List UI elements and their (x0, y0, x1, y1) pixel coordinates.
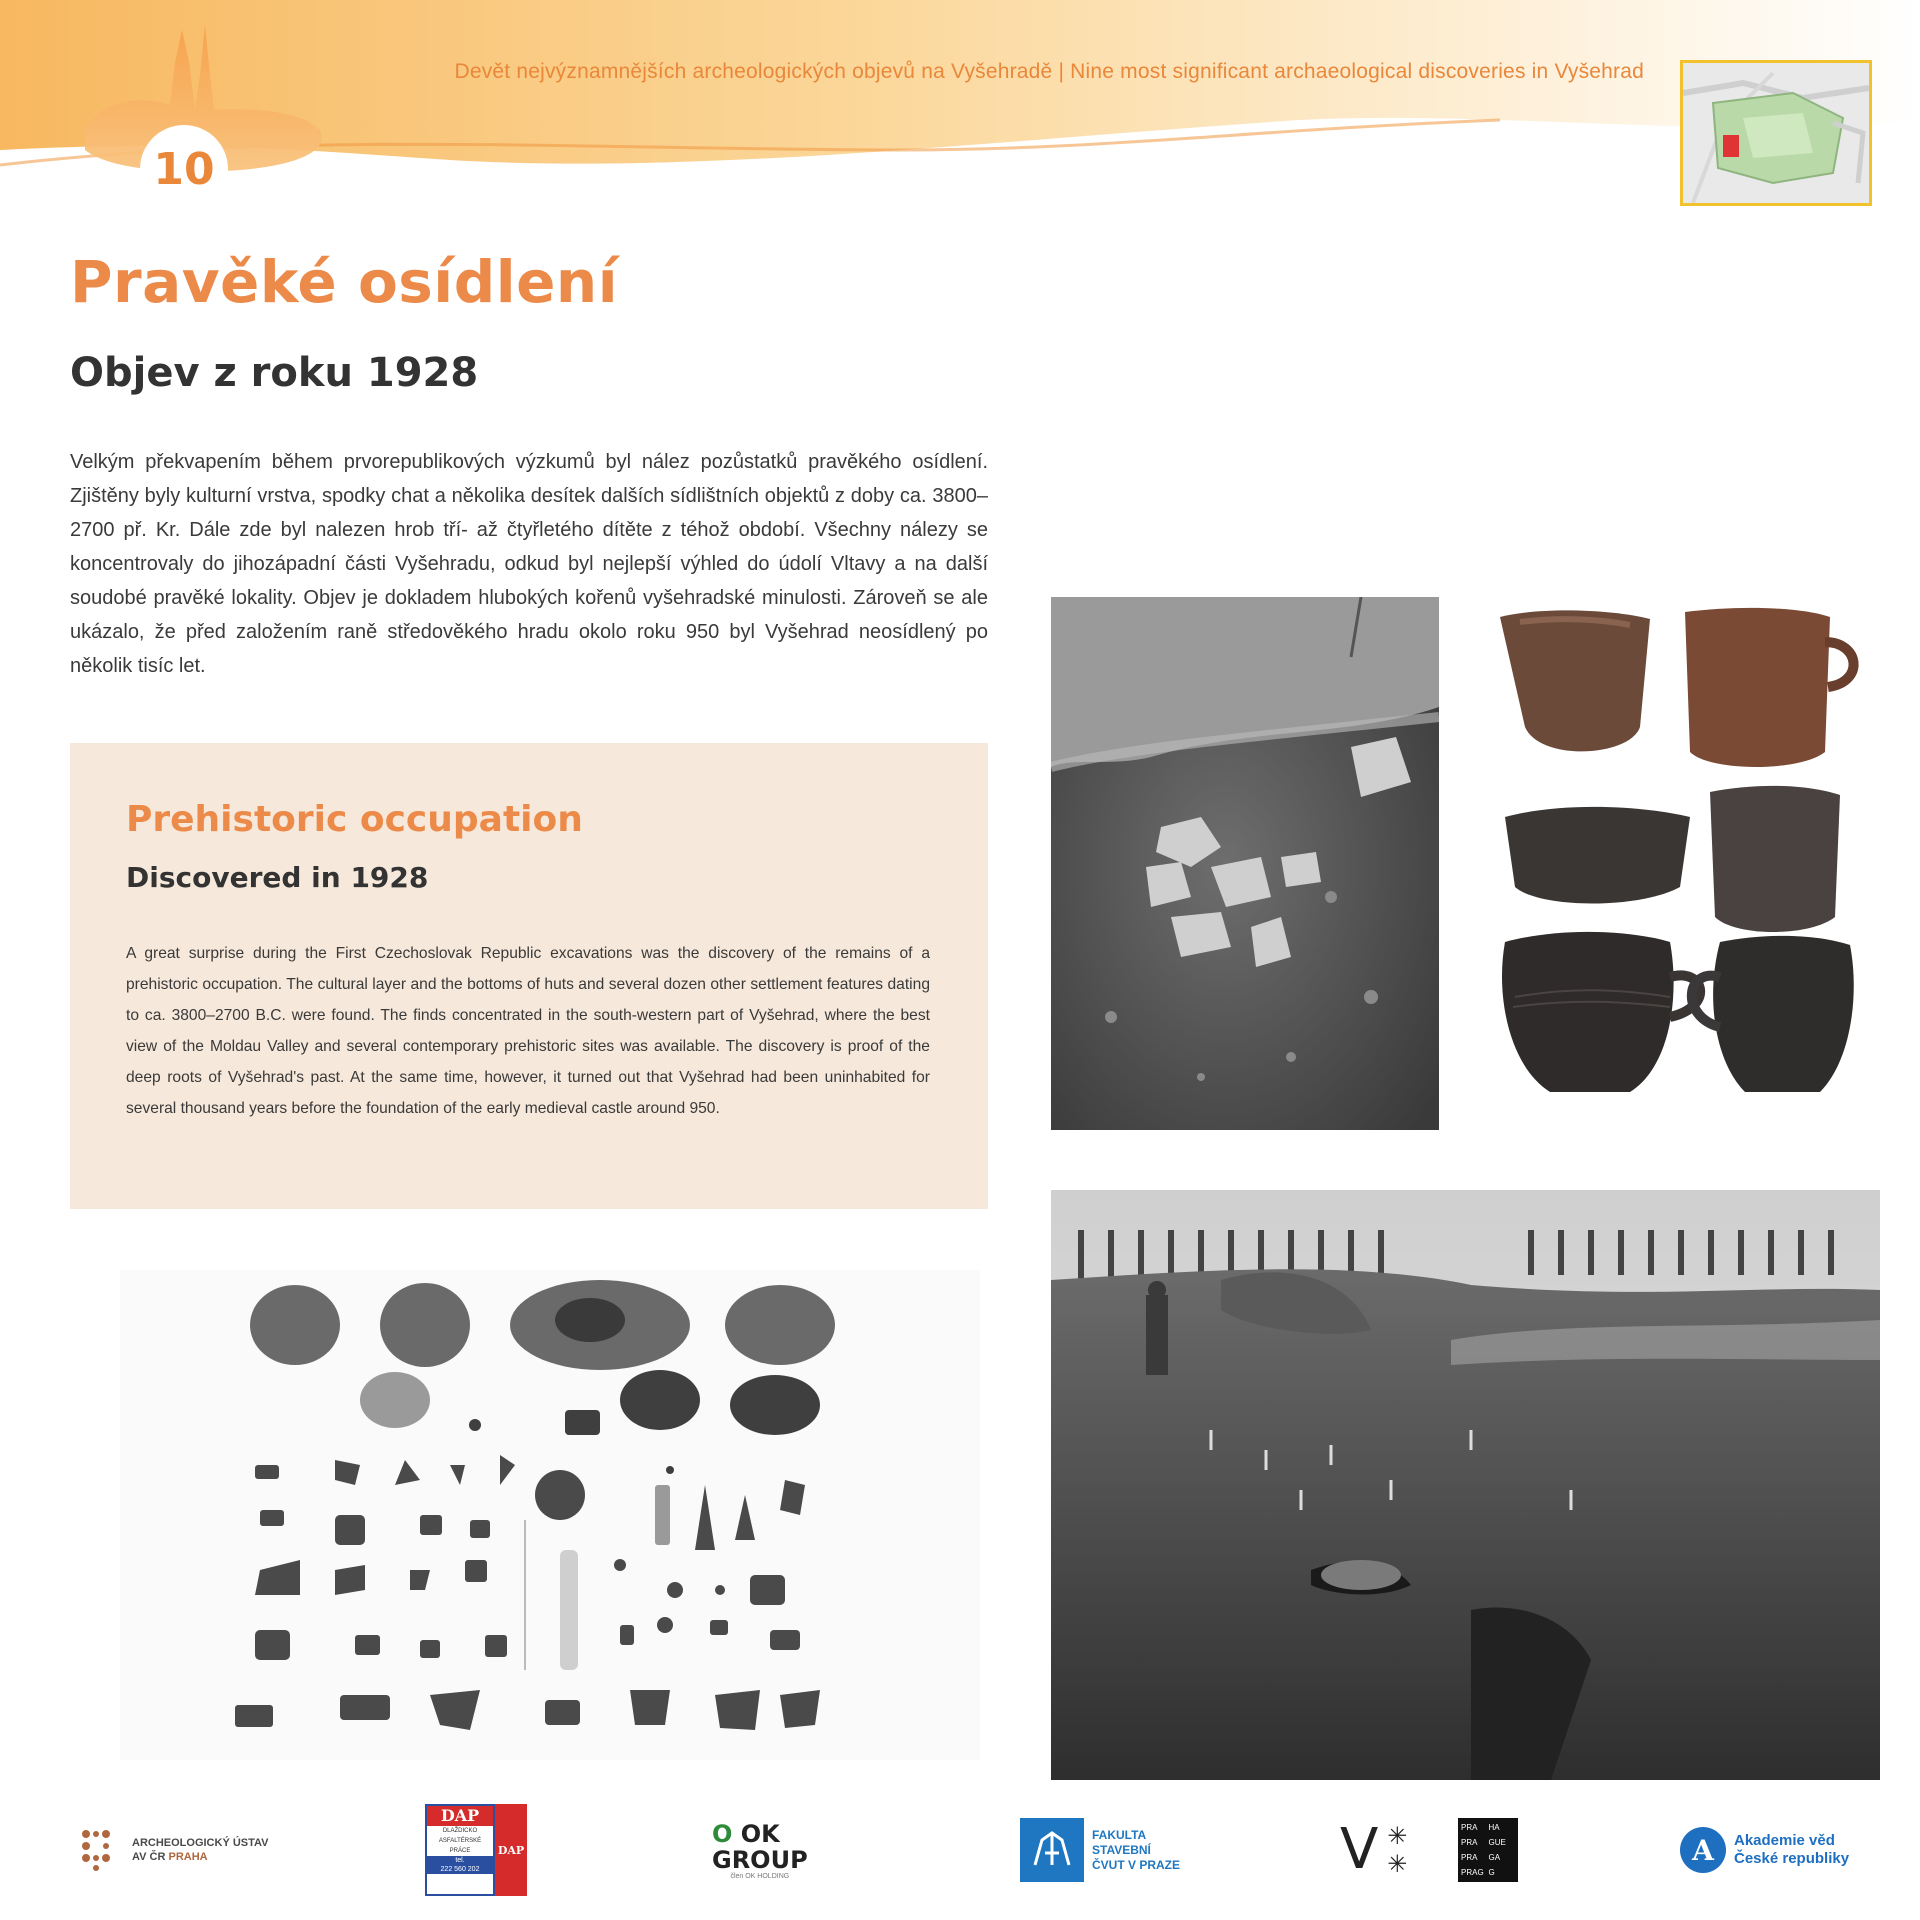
page-title: Pravěké osídlení (70, 248, 619, 316)
fsv-cvut-logo (1020, 1800, 1180, 1900)
artifacts-photo (120, 1270, 980, 1760)
english-summary-box (70, 743, 988, 1209)
vysehrad-logo (1340, 1800, 1410, 1900)
excavation-site-photo (1051, 1190, 1880, 1780)
cvut-lion-icon (1020, 1818, 1084, 1882)
aru-dots-icon (80, 1828, 124, 1872)
vysehrad-letter: V (1340, 1817, 1379, 1882)
avcr-line2: České republiky (1734, 1850, 1850, 1867)
vysehrad-stars-icon: ✳✳ (1383, 1822, 1411, 1878)
cvut-line3: ČVUT V PRAZE (1092, 1857, 1181, 1872)
dap-logo (425, 1800, 530, 1900)
praha-cell-5: PRA (1461, 1853, 1478, 1862)
pottery-vessels-photo (1480, 597, 1880, 1130)
praha-cell-1: PRA (1461, 1823, 1478, 1832)
czech-body-text: Velkým překvapením během prvorepublikových výzkumů byl nález pozůstatků pravěkého osídlení. Zjištěny byly kulturní vrstva, spodky chat a několika desítek dalších sídlištních objektů z doby ca. 3800–2700 př. Kr. Dále zde byl nalezen hrob tří- až čtyřletého dítěte z téhož období. Všechny nálezy se koncentrovaly do jihozápadní části Vyšehradu, odkud byl nejlepší výhled do údolí Vltavy a na další soudobé pravěké lokality. Objev je dokladem hlubokých kořenů vyšehradské minulosti. Zároveň se ale ukázalo, že před založením raně středověkého hradu okolo roku 950 byl Vyšehrad neosídlený po několik tisíc let. (70, 451, 988, 677)
ok-tagline: člen OK HOLDING (730, 1872, 790, 1880)
dap-name: DAP (427, 1806, 493, 1826)
cvut-line2: STAVEBNÍ (1092, 1842, 1151, 1857)
dap-line2: ASFALTÉRSKÉ (438, 1838, 482, 1844)
ok-line1: OK (740, 1819, 780, 1848)
page-subtitle: Objev z roku 1928 (70, 350, 479, 396)
header-wave-graphic (0, 0, 1920, 230)
praha-cell-7: PRAG (1461, 1868, 1484, 1877)
panel-number-badge: 10 (140, 125, 228, 213)
partner-logos-row (0, 1800, 1920, 1900)
dap-phone: 222 560 202 (440, 1866, 480, 1873)
akademie-mark-icon: A (1680, 1827, 1726, 1873)
ok-line2: GROUP (712, 1845, 808, 1874)
dap-phone-label: tel. (455, 1857, 465, 1864)
cvut-line1: FAKULTA (1092, 1827, 1147, 1842)
aru-name-line2b: PRAHA (168, 1851, 208, 1863)
excavation-grave-photo (1051, 597, 1439, 1130)
praha-cell-2: HA (1488, 1823, 1500, 1832)
aru-name-line2a: AV ČR (132, 1851, 166, 1863)
ok-group-logo (712, 1800, 808, 1900)
series-title: Devět nejvýznamnějších archeologických objevů na Vyšehradě | Nine most significant archaeological discoveries in Vyšehrad (454, 60, 1644, 83)
dap-side-label: DAP (495, 1804, 527, 1896)
praha-cell-6: GA (1488, 1853, 1501, 1862)
ok-mark-icon: O (712, 1819, 733, 1848)
aru-name-line1: ARCHEOLOGICKÝ ÚSTAV (132, 1837, 269, 1849)
praha-cell-8: G (1488, 1868, 1495, 1877)
praha-cell-4: GUE (1488, 1838, 1506, 1847)
header-band (0, 0, 1920, 230)
dap-line1: DLAŽDICKO (442, 1828, 478, 1834)
avcr-line1: Akademie věd (1734, 1832, 1835, 1849)
dap-line3: PRÁCE (449, 1848, 471, 1854)
archeologicky-ustav-logo (80, 1800, 269, 1900)
praha-cell-3: PRA (1461, 1838, 1478, 1847)
english-body-text: A great surprise during the First Czechoslovak Republic excavations was the discovery of the remains of a prehistoric occupation. The cultural layer and the bottoms of huts and several dozen other settlement features dating to ca. 3800–2700 B.C. were found. The finds concentrated in the south-western part of Vyšehrad, where the best view of the Moldau Valley and several contemporary prehistoric sites was available. The discovery is proof of the deep roots of Vyšehrad's past. At the same time, however, it turned out that Vyšehrad had been uninhabited for several thousand years before the foundation of the early medieval castle around 950. (126, 945, 930, 1117)
english-subtitle: Discovered in 1928 (126, 861, 429, 894)
english-title: Prehistoric occupation (126, 799, 583, 840)
locator-map-icon (1680, 60, 1872, 206)
praha-logo (1458, 1800, 1518, 1900)
akademie-ved-logo (1680, 1800, 1849, 1900)
